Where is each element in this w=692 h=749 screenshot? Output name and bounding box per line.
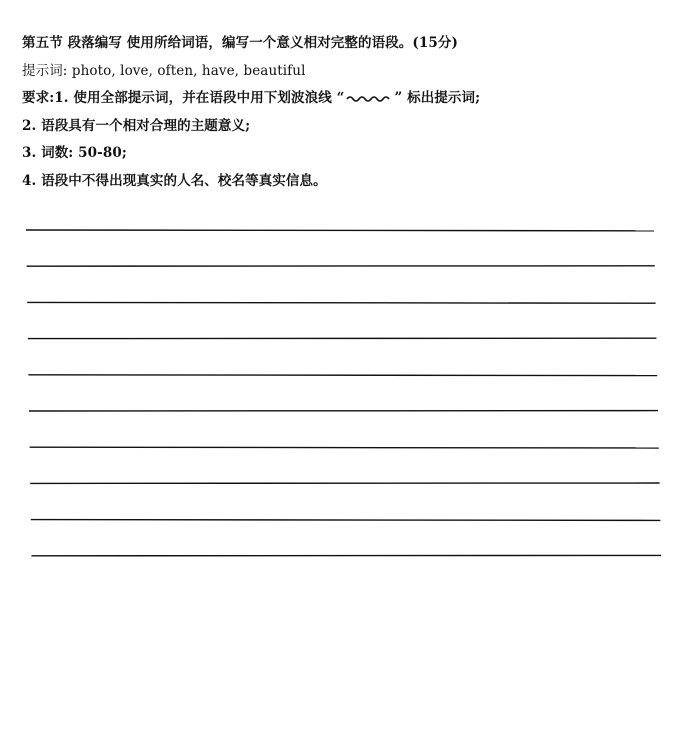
requirement-4: 4. 语段中不得出现真实的人名、校名等真实信息。 xyxy=(22,172,327,189)
answer-line xyxy=(30,447,659,448)
hint-words: photo, love, often, have, beautiful xyxy=(71,62,306,79)
requirement-3: 3. 词数: 50-80; xyxy=(22,145,127,161)
requirement-1-text: 1. 使用全部提示词，并在语段中用下划波浪线 “ xyxy=(54,90,345,106)
wavy-underline-icon xyxy=(346,94,392,104)
requirement-1 xyxy=(22,85,672,113)
section-heading: 第五节 段落编写 使用所给词语，编写一个意义相对完整的语段。(15分) xyxy=(22,35,458,51)
requirement-1-tail: ” 标出提示词; xyxy=(394,90,481,106)
answer-line xyxy=(27,302,655,303)
requirement-label: 要求: xyxy=(22,90,55,106)
answer-lines-svg xyxy=(26,222,662,572)
answer-line xyxy=(26,230,654,231)
writing-section xyxy=(22,30,672,195)
answer-line xyxy=(31,520,661,521)
hint-words-line xyxy=(22,58,672,86)
requirement-2: 2. 语段具有一个相对合理的主题意义; xyxy=(22,117,251,134)
answer-line xyxy=(28,375,657,376)
hint-label: 提示词: xyxy=(22,62,68,79)
answer-lines[interactable] xyxy=(26,222,662,572)
